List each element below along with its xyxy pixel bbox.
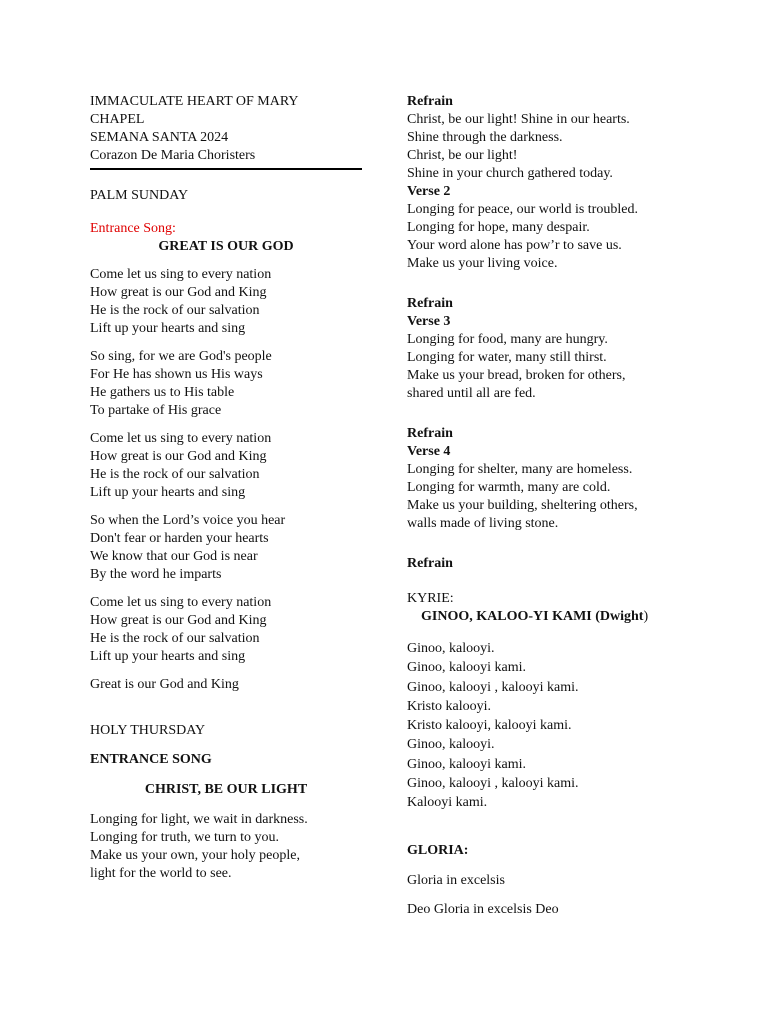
song-title: GREAT IS OUR GOD: [158, 239, 294, 254]
lyric-line: Longing for light, we wait in darkness.: [90, 812, 308, 827]
lyric-line: Shine in your church gathered today.: [407, 166, 613, 181]
lyric-line: shared until all are fed.: [407, 386, 536, 401]
header-line: SEMANA SANTA 2024: [90, 130, 229, 145]
lyric-line: Ginoo, kalooyi kami.: [407, 756, 526, 772]
lyric-line: Deo Gloria in excelsis Deo: [407, 901, 559, 917]
stanza: [90, 348, 362, 420]
header-line: Corazon De Maria Choristers: [90, 148, 256, 163]
refrain-text: [407, 111, 707, 183]
lyric-line: Make us your bread, broken for others,: [407, 368, 626, 383]
lyric-line: Ginoo, kalooyi.: [407, 737, 495, 753]
kyrie-title-close: ): [643, 609, 649, 624]
verse-label: Verse 2: [407, 184, 451, 199]
stanza: [90, 811, 362, 883]
lyric-line: How great is our God and King: [90, 285, 267, 300]
lyric-line: For He has shown us His ways: [90, 367, 263, 382]
kyrie-title: GINOO, KALOO-YI KAMI (Dwight: [421, 609, 644, 624]
verse-text: [407, 201, 707, 273]
lyric-line: Longing for shelter, many are homeless.: [407, 462, 633, 477]
lyric-line: Ginoo, kalooyi , kalooyi kami.: [407, 776, 579, 792]
lyric-line: Don't fear or harden your hearts: [90, 531, 269, 546]
entrance-song-label: ENTRANCE SONG: [90, 752, 212, 767]
lyric-line: Ginoo, kalooyi , kalooyi kami.: [407, 679, 579, 695]
lyric-line: Longing for food, many are hungry.: [407, 332, 608, 347]
lyric-line: Shine through the darkness.: [407, 130, 563, 145]
verse-label: Verse 4: [407, 444, 451, 459]
kyrie-label: KYRIE:: [407, 591, 454, 606]
lyric-line: Come let us sing to every nation: [90, 267, 272, 282]
lyric-line: So sing, for we are God's people: [90, 349, 272, 364]
left-column: [90, 93, 362, 883]
lyric-line: To partake of His grace: [90, 403, 222, 418]
entrance-song-label: Entrance Song:: [90, 221, 176, 236]
lyric-line: Ginoo, kalooyi.: [407, 641, 495, 656]
lyric-line: How great is our God and King: [90, 613, 267, 628]
lyric-line: Make us your building, sheltering others,: [407, 498, 638, 513]
lyric-line: He is the rock of our salvation: [90, 467, 260, 482]
lyric-line: light for the world to see.: [90, 866, 232, 881]
header-divider: [90, 168, 362, 170]
stanza: [90, 512, 362, 584]
header-line: CHAPEL: [90, 112, 145, 127]
lyric-line: Lift up your hearts and sing: [90, 649, 246, 664]
lyric-line: How great is our God and King: [90, 449, 267, 464]
stanza: [90, 266, 362, 338]
verse-text: [407, 461, 707, 533]
lyric-line: So when the Lord’s voice you hear: [90, 513, 286, 528]
lyric-line: Christ, be our light! Shine in our hearts.: [407, 112, 630, 127]
palm-sunday-heading: PALM SUNDAY: [90, 188, 189, 203]
lyric-line: By the word he imparts: [90, 567, 222, 582]
lyric-line: Ginoo, kalooyi kami.: [407, 660, 526, 676]
lyric-line: He gathers us to His table: [90, 385, 235, 400]
verse-text: [407, 331, 707, 403]
lyric-line: Come let us sing to every nation: [90, 595, 272, 610]
lyric-line: He is the rock of our salvation: [90, 303, 260, 318]
lyric-line: Your word alone has pow’r to save us.: [407, 238, 622, 253]
lyric-line: He is the rock of our salvation: [90, 631, 260, 646]
refrain-label: Refrain: [407, 296, 453, 311]
lyric-line: Christ, be our light!: [407, 148, 518, 163]
header-block: [90, 93, 362, 170]
holy-thursday-heading: HOLY THURSDAY: [90, 723, 206, 738]
stanza: [90, 594, 362, 666]
lyric-line: Come let us sing to every nation: [90, 431, 272, 446]
lyric-line: We know that our God is near: [90, 549, 258, 564]
lyric-line: Longing for hope, many despair.: [407, 220, 590, 235]
stanza: [90, 676, 362, 694]
lyric-line: Make us your living voice.: [407, 256, 558, 271]
lyric-line: Kristo kalooyi.: [407, 698, 491, 714]
stanza: [90, 430, 362, 502]
lyric-line: Longing for warmth, many are cold.: [407, 480, 611, 495]
verse-label: Verse 3: [407, 314, 451, 329]
refrain-label: Refrain: [407, 426, 453, 441]
lyric-line: Longing for peace, our world is troubled.: [407, 202, 638, 217]
refrain-label: Refrain: [407, 556, 453, 571]
header-line: IMMACULATE HEART OF MARY: [90, 94, 299, 109]
lyric-line: Lift up your hearts and sing: [90, 321, 246, 336]
song-title: [407, 608, 707, 626]
refrain-label: Refrain: [407, 94, 453, 109]
lyric-line: walls made of living stone.: [407, 516, 559, 531]
lyric-line: Make us your own, your holy people,: [90, 848, 300, 863]
lyric-line: Kristo kalooyi, kalooyi kami.: [407, 718, 572, 734]
gloria-label: GLORIA:: [407, 842, 469, 858]
lyric-line: Longing for water, many still thirst.: [407, 350, 607, 365]
song-title: CHRIST, BE OUR LIGHT: [144, 782, 308, 797]
lyric-line: Kalooyi kami.: [407, 795, 488, 811]
kyrie-text: [407, 639, 707, 813]
lyric-line: Gloria in excelsis: [407, 872, 505, 888]
right-column: [407, 93, 707, 919]
lyric-line: Longing for truth, we turn to you.: [90, 830, 279, 845]
lyric-line: Great is our God and King: [90, 677, 239, 692]
lyric-line: Lift up your hearts and sing: [90, 485, 246, 500]
